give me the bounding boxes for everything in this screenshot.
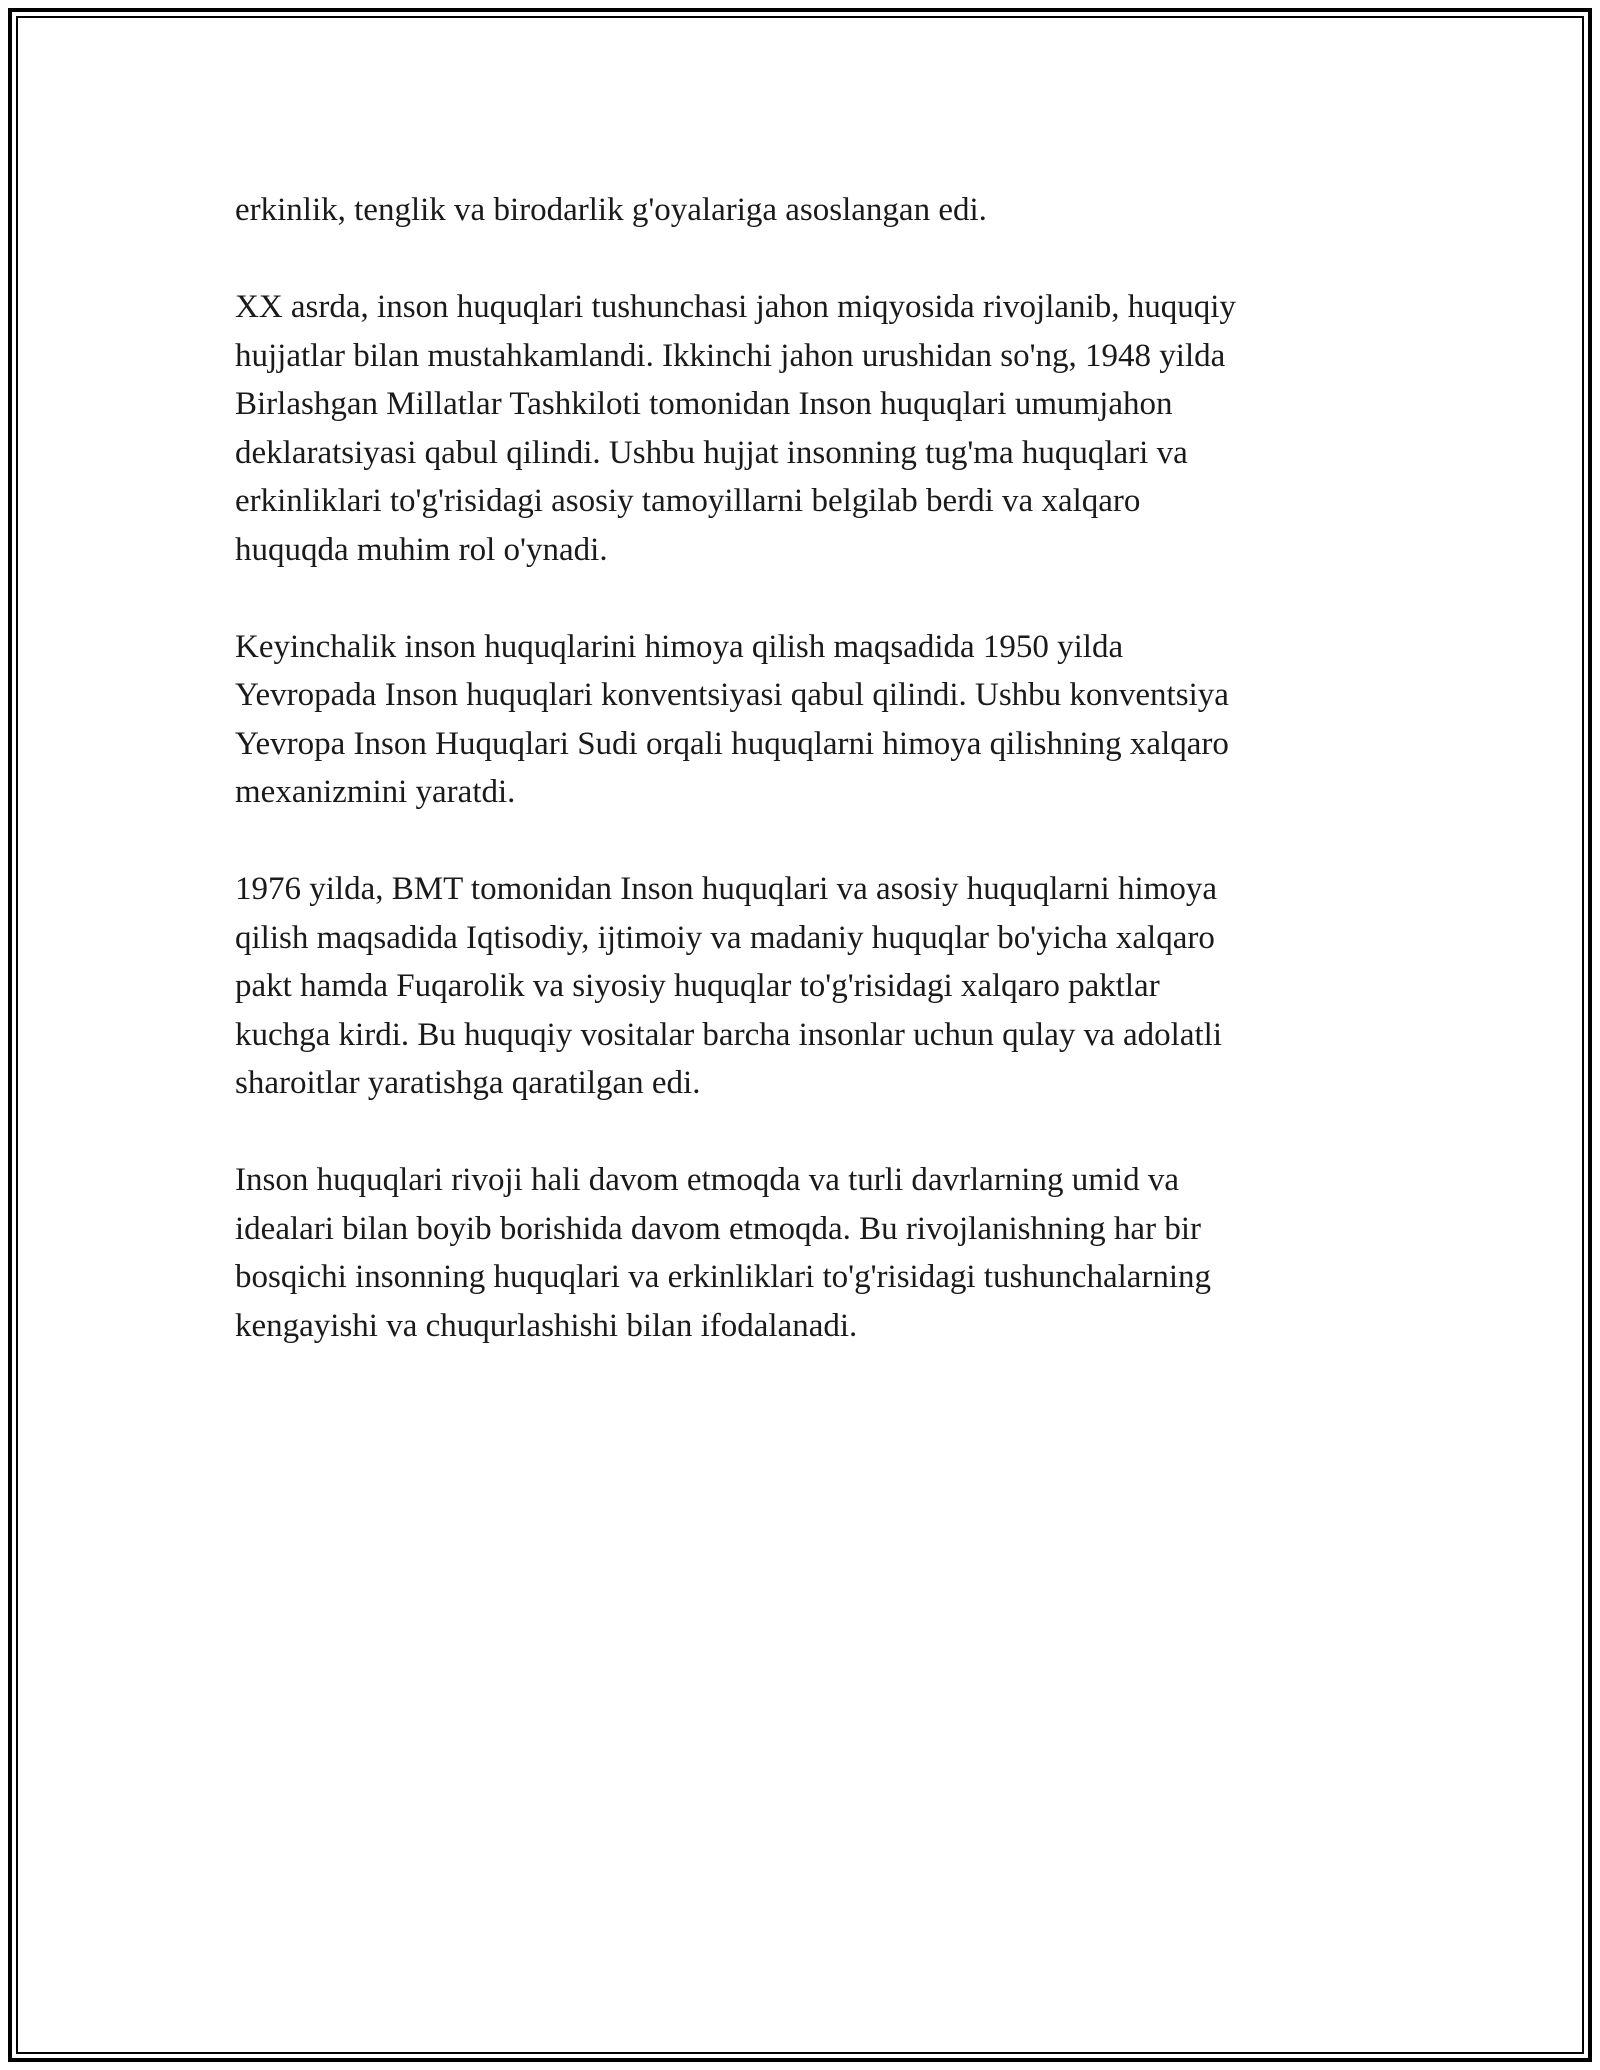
paragraph-4: 1976 yilda, BMT tomonidan Inson huquqlari va asosiy huquqlarni himoya qilish maqsadida Iqtisodiy, ijtimoiy va madaniy huquqlar bo'yicha xalqaro pakt hamda Fuqarolik va siyosiy huquqlar to'g'risidagi xalqaro paktlar kuchga kirdi. Bu huquqiy vositalar barcha insonlar uchun qulay va adolatli sharoitlar yaratishga qaratilgan edi. — [235, 871, 1223, 1101]
paragraph-1: erkinlik, tenglik va birodarlik g'oyalariga asoslangan edi. — [235, 192, 987, 228]
paragraph-5: Inson huquqlari rivoji hali davom etmoqda va turli davrlarning umid va idealari bilan boyib borishida davom etmoqda. Bu rivojlanishning har bir bosqichi insonning huquqlari va erkinliklari to'g'risidagi tushunchalarning kengayishi va chuqurlashishi bilan ifodalanadi. — [235, 1162, 1212, 1344]
paragraph-2: XX asrda, inson huquqlari tushunchasi jahon miqyosida rivojlanib, huquqiy hujjatlar bilan mustahkamlandi. Ikkinchi jahon urushidan so'ng, 1948 yilda Birlashgan Millatlar Tashkiloti tomonidan Inson huquqlari umumjahon deklaratsiyasi qabul qilindi. Ushbu hujjat insonning tug'ma huquqlari va erkinliklari to'g'risidagi asosiy tamoyillarni belgilab berdi va xalqaro huquqda muhim rol o'ynadi. — [235, 289, 1236, 568]
document-body — [235, 186, 1385, 1399]
paragraph-3: Keyinchalik inson huquqlarini himoya qilish maqsadida 1950 yilda Yevropada Inson huquqlari konventsiyasi qabul qilindi. Ushbu konventsiya Yevropa Inson Huquqlari Sudi orqali huquqlarni himoya qilishning xalqaro mexanizmini yaratdi. — [235, 628, 1229, 810]
